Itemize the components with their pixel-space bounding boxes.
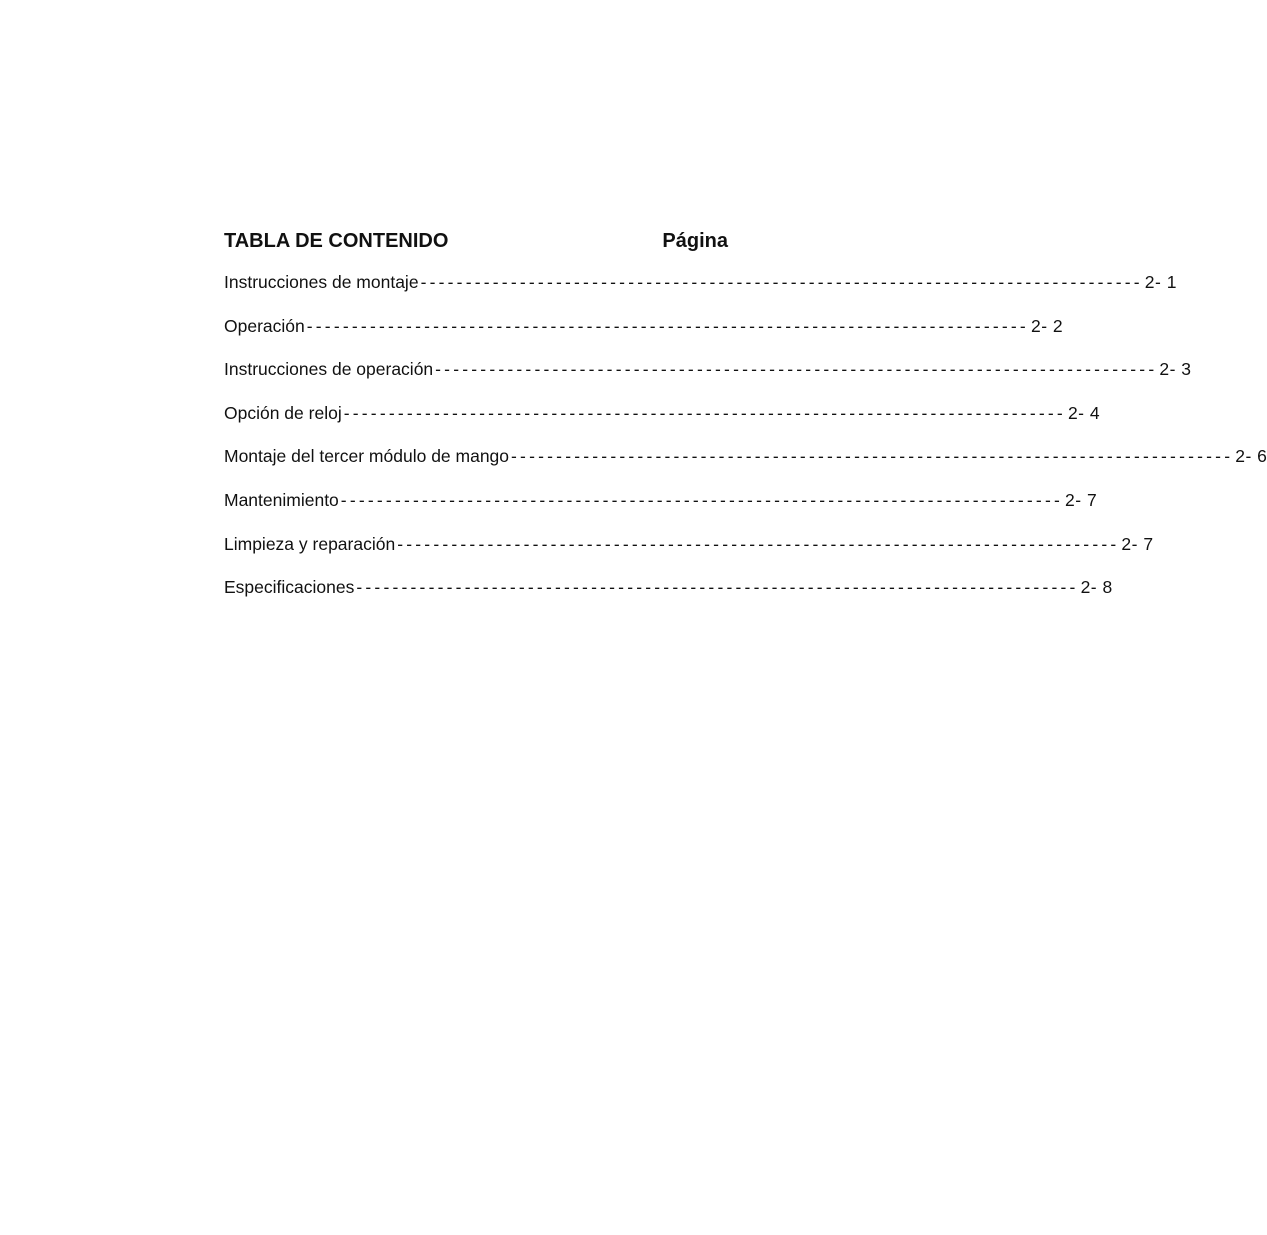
dot-leader: --------------------------------------------------------------------------------	[356, 577, 1079, 598]
toc-entry-label: Operación	[224, 315, 305, 336]
toc-title: TABLA DE CONTENIDO	[224, 230, 449, 252]
page-column-heading: Página	[662, 230, 728, 252]
toc-entry[interactable]	[224, 533, 1154, 558]
toc-entry[interactable]	[224, 315, 1064, 340]
toc-entry-page: 2- 7	[1121, 533, 1154, 554]
toc-entry-page: 2- 2	[1030, 315, 1064, 336]
toc-entry-page: 2- 6	[1235, 446, 1267, 467]
dot-leader: --------------------------------------------------------------------------------	[420, 272, 1143, 292]
toc-entry-page: 2- 7	[1065, 489, 1098, 510]
toc-header	[224, 230, 730, 258]
dot-leader: --------------------------------------------------------------------------------	[511, 446, 1234, 467]
toc-entry[interactable]	[224, 577, 1113, 601]
toc-entry[interactable]	[224, 272, 1177, 296]
toc-entry[interactable]	[224, 446, 1267, 470]
dot-leader: --------------------------------------------------------------------------------	[343, 402, 1066, 423]
toc-entry-page: 2- 8	[1080, 577, 1113, 598]
toc-entry[interactable]	[224, 489, 1098, 514]
toc-entry-label: Mantenimiento	[224, 489, 339, 510]
toc-entry-page: 2- 3	[1159, 359, 1192, 380]
toc-entry-label: Limpieza y reparación	[224, 533, 396, 554]
toc-entry-label: Instrucciones de operación	[224, 359, 434, 380]
toc-entry-label: Instrucciones de montaje	[224, 272, 419, 292]
toc-entry-page: 2- 1	[1144, 272, 1177, 292]
dot-leader: --------------------------------------------------------------------------------	[306, 315, 1029, 336]
table-of-contents	[224, 230, 1267, 621]
dot-leader: --------------------------------------------------------------------------------	[397, 533, 1120, 554]
toc-entry-page: 2- 4	[1067, 402, 1101, 423]
toc-entry-label: Montaje del tercer módulo de mango	[224, 446, 510, 467]
toc-entry-label: Opción de reloj	[224, 402, 342, 423]
toc-entry[interactable]	[224, 402, 1101, 427]
toc-entry-label: Especificaciones	[224, 577, 355, 598]
dot-leader: --------------------------------------------------------------------------------	[435, 359, 1158, 380]
dot-leader: --------------------------------------------------------------------------------	[340, 489, 1064, 510]
toc-entry[interactable]	[224, 359, 1192, 383]
